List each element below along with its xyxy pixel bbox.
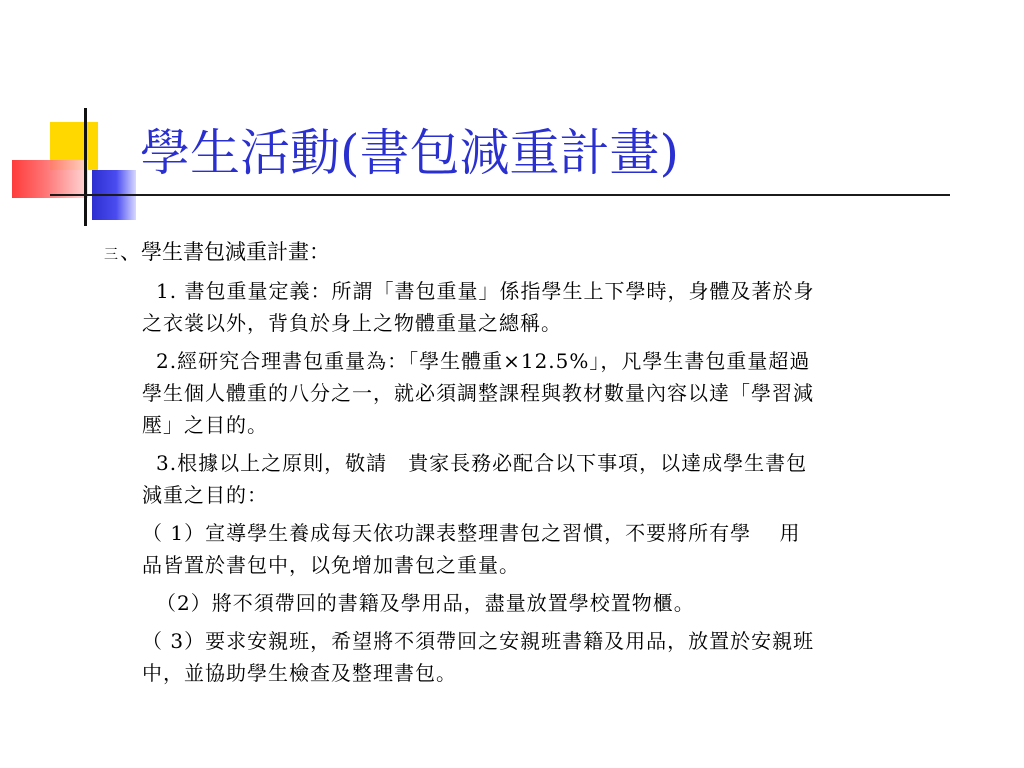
paragraph-line: 2.經研究合理書包重量為：「學生體重×12.5%」，凡學生書包重量超過 [156,349,811,373]
paragraph-1 [142,275,964,339]
paragraph-3 [142,447,964,511]
paragraph-line: （ 1）宣導學生養成每天依功課表整理書包之習慣，不要將所有學 用 [142,521,801,545]
section-heading [104,236,964,271]
slide-title: 學生活動(書包減重計畫) [140,124,680,182]
paragraph-6 [142,625,964,689]
paragraph-line: 品皆置於書包中，以免增加書包之重量。 [142,553,520,577]
paragraph-line: （2）將不須帶回的書籍及學用品，盡量放置學校置物櫃。 [156,591,695,615]
title-underline [50,194,950,196]
paragraph-line: 減重之目的： [142,483,268,507]
paragraph-line: 1. 書包重量定義：所謂「書包重量」係指學生上下學時，身體及著於身 [156,279,815,303]
paragraph-4 [142,517,964,581]
decor-red-square [12,160,88,198]
paragraph-line: 壓」之目的。 [142,413,268,437]
section-number: 三 [104,247,118,263]
paragraph-line: 3.根據以上之原則，敬請 貴家長務必配合以下事項，以達成學生書包 [156,451,808,475]
decor-vertical-line [84,108,87,226]
paragraph-line: 學生個人體重的八分之一，就必須調整課程與教材數量內容以達「學習減 [142,381,814,405]
paragraph-line: 中，並協助學生檢查及整理書包。 [142,661,457,685]
paragraph-line: 之衣裳以外，背負於身上之物體重量之總稱。 [142,311,562,335]
paragraph-2 [142,345,964,441]
paragraph-5 [142,587,964,619]
slide-body [104,236,964,695]
section-label: 、學生書包減重計畫： [120,240,330,264]
paragraph-line: （ 3）要求安親班，希望將不須帶回之安親班書籍及用品，放置於安親班 [142,629,815,653]
